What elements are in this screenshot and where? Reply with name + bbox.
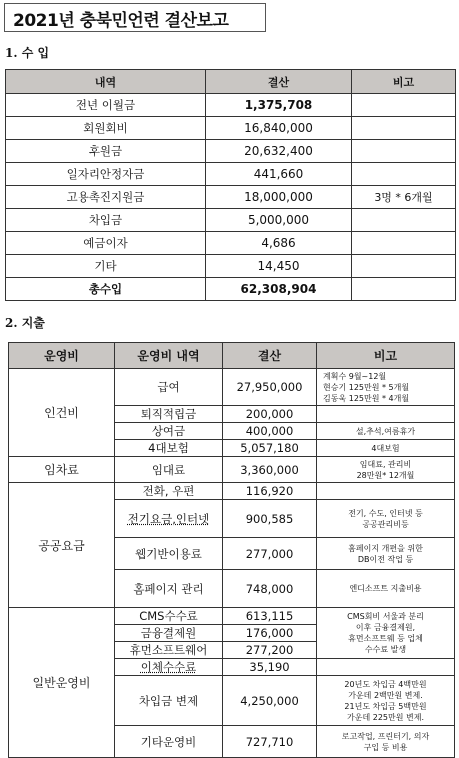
income-item: 전년 이월금: [6, 94, 206, 117]
expense-note: [317, 676, 455, 726]
table-row: [9, 608, 455, 625]
expense-amount: 4,250,000: [223, 676, 317, 726]
income-amount: 18,000,000: [206, 186, 352, 209]
expense-note: [317, 500, 455, 538]
expense-item: 상여금: [115, 423, 223, 440]
expense-col-item: 운영비 내역: [115, 343, 223, 369]
income-note: [352, 209, 456, 232]
expense-header-row: [9, 343, 455, 369]
note-line: 공공관리비등: [362, 519, 409, 529]
expense-note: [317, 659, 455, 676]
income-amount: 62,308,904: [206, 278, 352, 301]
income-note: [352, 255, 456, 278]
expense-item: 퇴직적립금: [115, 406, 223, 423]
expense-amount: 727,710: [223, 726, 317, 758]
income-note: [352, 117, 456, 140]
expense-table: [8, 342, 455, 758]
income-item: 회원회비: [6, 117, 206, 140]
expense-item: 기타운영비: [115, 726, 223, 758]
table-row: [9, 483, 455, 500]
note-line: CMS회비 서울과 분리: [347, 612, 424, 621]
income-item: 기타: [6, 255, 206, 278]
income-amount: 16,840,000: [206, 117, 352, 140]
income-table: [5, 69, 456, 301]
page-title: 2021년 충북민언련 결산보고: [4, 3, 266, 32]
expense-note: [317, 406, 455, 423]
expense-note: [317, 608, 455, 659]
expense-note: [317, 423, 455, 440]
expense-amount: 613,115: [223, 608, 317, 625]
expense-item: 전화, 우편: [115, 483, 223, 500]
income-note: [352, 163, 456, 186]
income-note: 3명 * 6개월: [352, 186, 456, 209]
table-row: [6, 186, 456, 209]
expense-amount: 176,000: [223, 625, 317, 642]
note-line: 가운데 225만원 변제.: [347, 712, 424, 722]
expense-note: [317, 440, 455, 457]
expense-category-labor: 인건비: [9, 369, 115, 457]
income-note: [352, 94, 456, 117]
table-row: [6, 209, 456, 232]
expense-col-note: 비고: [317, 343, 455, 369]
expense-item: 휴먼소프트웨어: [115, 642, 223, 659]
income-item: 후원금: [6, 140, 206, 163]
note-line: 가운데 2백만원 변제.: [348, 690, 423, 700]
note-line: 구입 등 비용: [363, 742, 408, 752]
table-row: [6, 94, 456, 117]
income-amount: 4,686: [206, 232, 352, 255]
income-item: 일자리안정자금: [6, 163, 206, 186]
expense-note: [317, 369, 455, 406]
table-row: [6, 232, 456, 255]
table-row: [9, 369, 455, 406]
expense-item: 차입금 변제: [115, 676, 223, 726]
note-line: 4대보험: [371, 443, 400, 453]
income-note: [352, 278, 456, 301]
expense-item: 전기요금,인터넷: [115, 500, 223, 538]
expense-note: [317, 570, 455, 608]
expense-amount: 35,190: [223, 659, 317, 676]
income-col-amount: 결산: [206, 70, 352, 94]
expense-amount: 27,950,000: [223, 369, 317, 406]
note-line: 엔디소프트 지출비용: [349, 584, 422, 593]
expense-amount: 277,000: [223, 538, 317, 570]
expense-note: [317, 457, 455, 483]
expense-item: 웹기반이용료: [115, 538, 223, 570]
note-line: 이후 금융결제원,: [355, 623, 416, 632]
income-item: 총수입: [6, 278, 206, 301]
expense-note: [317, 726, 455, 758]
expense-col-amount: 결산: [223, 343, 317, 369]
note-line: 수수료 발생: [364, 645, 407, 654]
income-col-note: 비고: [352, 70, 456, 94]
note-line: 홈페이지 개편을 위한: [348, 543, 423, 553]
table-row: [9, 457, 455, 483]
note-line: 휴먼소프트웨 등 업체: [348, 634, 423, 643]
table-row: [6, 163, 456, 186]
income-note: [352, 140, 456, 163]
income-amount: 14,450: [206, 255, 352, 278]
expense-item: 홈페이지 관리: [115, 570, 223, 608]
income-col-item: 내역: [6, 70, 206, 94]
note-line: 설,추석,여름휴가: [355, 426, 416, 436]
expense-col-category: 운영비: [9, 343, 115, 369]
note-line: 계획수 9월~12월: [323, 371, 387, 381]
expense-category-utilities: 공공요금: [9, 483, 115, 608]
table-row: [6, 255, 456, 278]
expense-heading: 2. 지출: [5, 316, 45, 330]
income-amount: 5,000,000: [206, 209, 352, 232]
expense-item: 4대보험: [115, 440, 223, 457]
note-line: 21년도 차입금 5백만원: [344, 701, 427, 711]
income-amount: 1,375,708: [206, 94, 352, 117]
income-heading: 1. 수 입: [5, 46, 50, 60]
income-item: 예금이자: [6, 232, 206, 255]
income-item: 차입금: [6, 209, 206, 232]
expense-amount: 200,000: [223, 406, 317, 423]
income-note: [352, 232, 456, 255]
expense-amount: 900,585: [223, 500, 317, 538]
note-line: 로고작업, 프린터기, 의자: [341, 731, 430, 741]
note-line: 20년도 차입금 4백만원: [344, 679, 427, 689]
table-row: [6, 117, 456, 140]
expense-item: 임대료: [115, 457, 223, 483]
note-line: 현승기 125만원 * 5개월: [323, 382, 410, 392]
table-row: [6, 140, 456, 163]
note-line: 김동욱 125만원 * 4개월: [323, 393, 410, 403]
expense-category-rent: 임차료: [9, 457, 115, 483]
income-total-row: [6, 278, 456, 301]
note-line: 28만원* 12개월: [356, 470, 415, 480]
expense-item: CMS수수료: [115, 608, 223, 625]
income-header-row: [6, 70, 456, 94]
expense-item: 금융결제원: [115, 625, 223, 642]
expense-amount: 116,920: [223, 483, 317, 500]
expense-category-general: 일반운영비: [9, 608, 115, 758]
income-amount: 20,632,400: [206, 140, 352, 163]
expense-item: 이체수수료: [115, 659, 223, 676]
expense-item: 급여: [115, 369, 223, 406]
note-line: 임대료, 관리비: [359, 459, 412, 469]
note-line: 전기, 수도, 인터넷 등: [348, 508, 423, 518]
note-line: DB이전 작업 등: [357, 554, 414, 564]
expense-amount: 748,000: [223, 570, 317, 608]
income-item: 고용촉진지원금: [6, 186, 206, 209]
expense-note: [317, 483, 455, 500]
income-amount: 441,660: [206, 163, 352, 186]
expense-note: [317, 538, 455, 570]
expense-amount: 5,057,180: [223, 440, 317, 457]
expense-amount: 277,200: [223, 642, 317, 659]
expense-amount: 3,360,000: [223, 457, 317, 483]
expense-amount: 400,000: [223, 423, 317, 440]
